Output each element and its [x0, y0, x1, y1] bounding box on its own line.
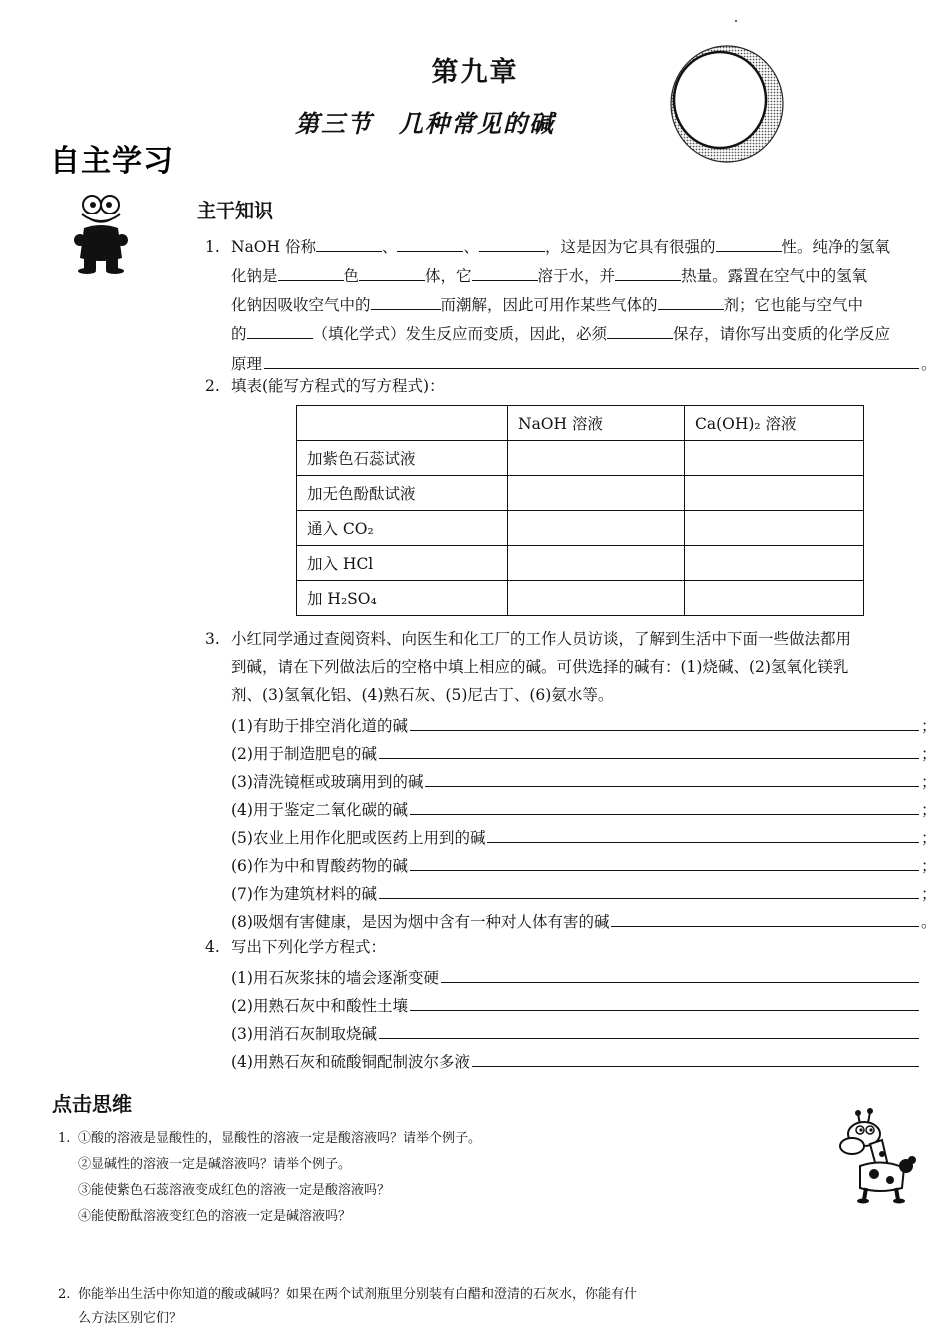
- answer-blank[interactable]: [278, 266, 344, 281]
- section-title: 第三节 几种常见的碱: [295, 110, 555, 138]
- think-q2-line: 么方法区别它们？: [78, 1311, 183, 1326]
- answer-blank[interactable]: [359, 266, 425, 281]
- answer-line[interactable]: [410, 870, 919, 871]
- q1-text: ，这是因为它具有很强的: [545, 238, 716, 256]
- row-label: 加 H₂SO₄: [297, 581, 508, 616]
- line-end-mark: 。: [921, 913, 937, 931]
- line-end-mark: ；: [921, 801, 937, 819]
- q1-text: 热量。露置在空气中的氢氧: [681, 267, 868, 285]
- table-header-row: [297, 406, 864, 441]
- answer-line[interactable]: [410, 730, 919, 731]
- answer-blank[interactable]: [316, 237, 382, 252]
- think-q2-line: 你能举出生活中你知道的酸或碱吗？如果在两个试剂瓶里分别装有白醋和澄清的石灰水，你能有什: [78, 1287, 638, 1302]
- answer-cell[interactable]: [685, 511, 864, 546]
- table-header-cell: Ca(OH)₂ 溶液: [685, 406, 864, 441]
- q4-item: [231, 1044, 931, 1072]
- q1-text: （填化学式）发生反应而变质，因此，必须: [312, 325, 608, 343]
- table-row: [297, 441, 864, 476]
- answer-cell[interactable]: [508, 441, 685, 476]
- q1-text: NaOH 俗称: [231, 238, 316, 256]
- q3-item: [231, 848, 937, 876]
- q3-item: [231, 792, 937, 820]
- giraffe-mascot-icon: [830, 1108, 916, 1204]
- q3-number: 3.: [205, 630, 220, 648]
- q3-item-text: (8)吸烟有害健康，是因为烟中含有一种对人体有害的碱: [231, 913, 610, 931]
- q4-item: [231, 960, 931, 988]
- table-row: [297, 511, 864, 546]
- q3-item-text: (7)作为建筑材料的碱: [231, 885, 377, 903]
- q1-line-5: [231, 346, 937, 374]
- answer-blank[interactable]: [247, 324, 313, 339]
- q1-line-2: [231, 265, 867, 287]
- q1-text: 色: [343, 267, 360, 285]
- q1-text: 性。纯净的氢氧: [781, 238, 891, 256]
- chapter-title: 第九章: [431, 57, 519, 88]
- q4-item-text: (1)用石灰浆抹的墙会逐渐变硬: [231, 969, 439, 987]
- self-study-banner: 自主学习: [50, 144, 174, 179]
- q3-item: [231, 764, 937, 792]
- q3-item: [231, 820, 937, 848]
- think-q1-number: 1.: [58, 1131, 71, 1146]
- think-q1-line: ③能使紫色石蕊溶液变成红色的溶液一定是酸溶液吗？: [78, 1183, 391, 1198]
- answer-line[interactable]: [425, 786, 919, 787]
- q3-item: [231, 904, 937, 932]
- line-end-mark: ；: [921, 773, 937, 791]
- line-end-mark: ；: [921, 717, 937, 735]
- answer-blank[interactable]: [472, 266, 538, 281]
- table-header-cell: NaOH 溶液: [508, 406, 685, 441]
- answer-cell[interactable]: [508, 546, 685, 581]
- row-label: 加无色酚酞试液: [297, 476, 508, 511]
- q4-number: 4.: [205, 938, 220, 956]
- q1-text: 、: [463, 238, 479, 256]
- frog-mascot-icon: [72, 192, 130, 274]
- scan-speck: [735, 20, 737, 22]
- moon-ring-icon: [668, 43, 786, 165]
- q3-item: [231, 736, 937, 764]
- line-end-mark: ；: [921, 857, 937, 875]
- answer-line[interactable]: [264, 368, 919, 369]
- q4-item-text: (2)用熟石灰中和酸性土壤: [231, 997, 408, 1015]
- row-label: 通入 CO₂: [297, 511, 508, 546]
- line-end-mark: ；: [921, 829, 937, 847]
- answer-blank[interactable]: [479, 237, 545, 252]
- answer-line[interactable]: [611, 926, 919, 927]
- q3-item-text: (1)有助于排空消化道的碱: [231, 717, 408, 735]
- q2-text: 填表(能写方程式的写方程式)：: [231, 377, 445, 395]
- q4-text: 写出下列化学方程式：: [231, 938, 387, 956]
- answer-line[interactable]: [379, 898, 919, 899]
- answer-cell[interactable]: [685, 581, 864, 616]
- think-q1-line: ①酸的溶液是显酸性的，显酸性的溶液一定是酸溶液吗？请举个例子。: [78, 1131, 482, 1146]
- q1-text: 、: [381, 238, 398, 256]
- answer-cell[interactable]: [508, 476, 685, 511]
- answer-line[interactable]: [441, 982, 919, 983]
- table-row: [297, 546, 864, 581]
- table-row: [297, 581, 864, 616]
- line-end-mark: 。: [921, 355, 937, 373]
- answer-blank[interactable]: [716, 237, 782, 252]
- q1-line-4: [231, 323, 890, 345]
- q3-item: [231, 708, 937, 736]
- line-end-mark: ；: [921, 885, 937, 903]
- q3-line-3: 剂、(3)氢氧化铝、(4)熟石灰、(5)尼古丁、(6)氨水等。: [231, 686, 614, 704]
- answer-line[interactable]: [487, 842, 919, 843]
- q1-text: 而潮解，因此可用作某些气体的: [440, 296, 658, 314]
- q3-item-text: (3)清洗镜框或玻璃用到的碱: [231, 773, 424, 791]
- answer-blank[interactable]: [397, 237, 463, 252]
- q1-number: 1.: [205, 238, 220, 256]
- q1-text: 化钠因吸收空气中的: [231, 296, 371, 314]
- table-row: [297, 476, 864, 511]
- q2-number: 2.: [205, 377, 220, 395]
- q4-item: [231, 1016, 931, 1044]
- table-header-cell: [297, 406, 508, 441]
- main-knowledge-heading: 主干知识: [197, 200, 274, 222]
- q1-line-1: [231, 236, 890, 258]
- row-label: 加紫色石蕊试液: [297, 441, 508, 476]
- q1-text: 化钠是: [231, 267, 278, 285]
- answer-blank[interactable]: [371, 295, 441, 310]
- q3-line-1: 小红同学通过查阅资料、向医生和化工厂的工作人员访谈，了解到生活中下面一些做法都用: [231, 630, 852, 648]
- q1-text: 的: [231, 325, 247, 343]
- q3-item: [231, 876, 937, 904]
- answer-cell[interactable]: [685, 476, 864, 511]
- line-end-mark: ；: [921, 745, 937, 763]
- answer-blank[interactable]: [615, 266, 681, 281]
- q3-line-2: 到碱，请在下列做法后的空格中填上相应的碱。可供选择的碱有：(1)烧碱、(2)氢氧化镁乳: [231, 658, 849, 676]
- q3-item-text: (5)农业上用作化肥或医药上用到的碱: [231, 829, 486, 847]
- answer-line[interactable]: [472, 1066, 919, 1067]
- q1-text: 保存，请你写出变质的化学反应: [673, 325, 891, 343]
- q3-item-text: (6)作为中和胃酸药物的碱: [231, 857, 408, 875]
- row-label: 加入 HCl: [297, 546, 508, 581]
- thinking-heading: 点击思维: [52, 1092, 132, 1116]
- reaction-table: [296, 405, 864, 616]
- answer-cell[interactable]: [685, 546, 864, 581]
- q1-text: 原理: [231, 355, 263, 373]
- q1-text: 体，它: [425, 267, 472, 285]
- q4-item-text: (3)用消石灰制取烧碱: [231, 1025, 377, 1043]
- q1-text: 剂；它也能与空气中: [723, 296, 864, 314]
- answer-blank[interactable]: [658, 295, 724, 310]
- answer-cell[interactable]: [508, 511, 685, 546]
- think-q1-line: ②显碱性的溶液一定是碱溶液吗？请举个例子。: [78, 1157, 352, 1172]
- think-q1-line: ④能使酚酞溶液变红色的溶液一定是碱溶液吗？: [78, 1209, 352, 1224]
- answer-cell[interactable]: [685, 441, 864, 476]
- q4-item-text: (4)用熟石灰和硫酸铜配制波尔多液: [231, 1053, 470, 1071]
- answer-line[interactable]: [410, 814, 919, 815]
- answer-cell[interactable]: [508, 581, 685, 616]
- think-q2-number: 2.: [58, 1287, 71, 1302]
- q3-item-text: (4)用于鉴定二氧化碳的碱: [231, 801, 408, 819]
- answer-blank[interactable]: [607, 324, 673, 339]
- q1-line-3: [231, 294, 863, 316]
- q3-item-text: (2)用于制造肥皂的碱: [231, 745, 377, 763]
- q1-text: 溶于水，并: [537, 267, 616, 285]
- answer-line[interactable]: [410, 1010, 919, 1011]
- q4-item: [231, 988, 931, 1016]
- answer-line[interactable]: [379, 758, 919, 759]
- answer-line[interactable]: [379, 1038, 919, 1039]
